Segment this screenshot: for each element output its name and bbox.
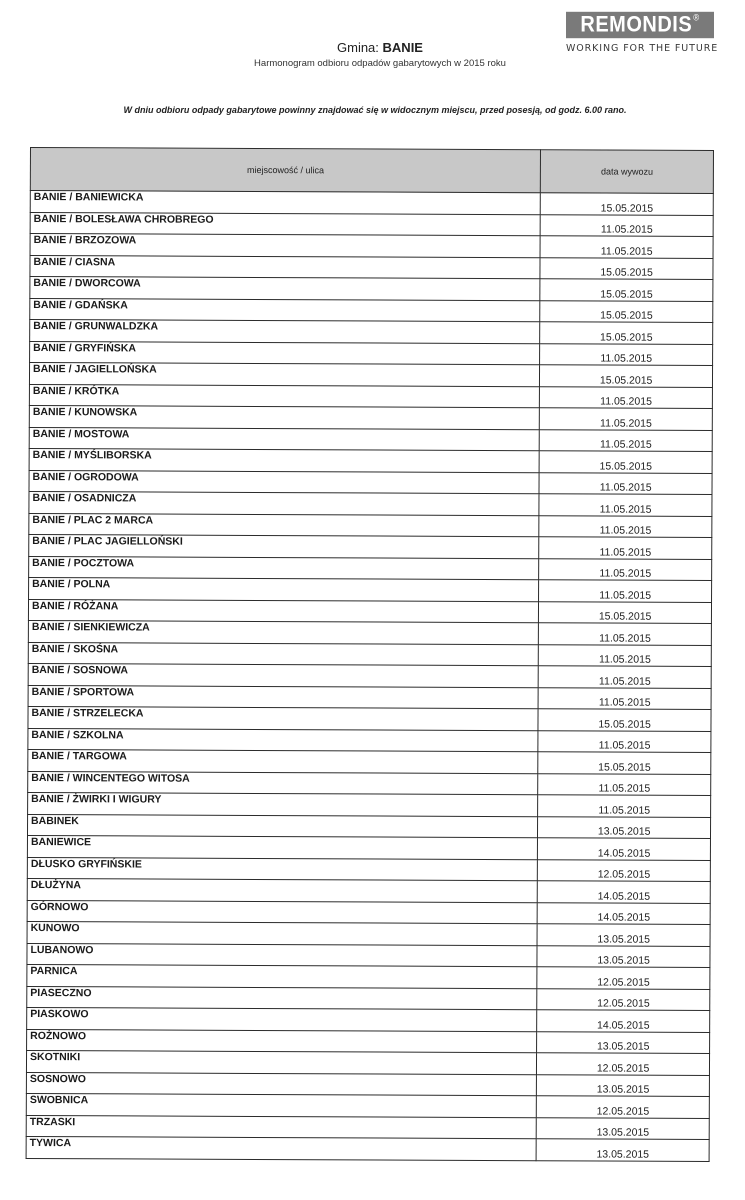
date-cell: 15.05.2015	[538, 752, 711, 774]
table-row	[28, 728, 711, 752]
gmina-label: Gmina:	[337, 40, 379, 55]
table-row	[29, 363, 712, 387]
column-header-location: miejscowość / ulica	[30, 148, 541, 193]
table-row	[30, 341, 713, 365]
table-row	[27, 857, 710, 881]
date-cell: 11.05.2015	[538, 730, 711, 752]
date-cell: 13.05.2015	[537, 1117, 710, 1139]
location-cell: ROŻNOWO	[27, 1029, 537, 1053]
date-cell: 15.05.2015	[540, 322, 713, 344]
date-cell: 15.05.2015	[538, 709, 711, 731]
collection-notice: W dniu odbioru odpady gabarytowe powinny znajdować się w widocznym miejscu, przed posesją, od godz. 6.00 rano.	[123, 105, 627, 115]
table-row	[30, 255, 713, 279]
table-row	[30, 212, 713, 236]
table-row	[29, 427, 712, 451]
location-cell: SWOBNICA	[26, 1093, 536, 1117]
remondis-logo	[566, 12, 719, 54]
table-row	[26, 1093, 709, 1117]
date-cell: 12.05.2015	[537, 1096, 710, 1118]
date-cell: 11.05.2015	[540, 408, 713, 430]
table-row	[27, 878, 710, 902]
location-cell: SOSNOWO	[26, 1072, 536, 1096]
location-cell: BANIE / POCZTOWA	[29, 556, 539, 580]
location-cell: BANIE / DWORCOWA	[30, 277, 540, 301]
date-cell: 13.05.2015	[537, 1031, 710, 1053]
location-cell: BANIE / KRÓTKA	[29, 384, 539, 408]
table-row	[28, 620, 711, 644]
date-cell: 15.05.2015	[541, 193, 714, 215]
location-cell: BANIE / BOLESŁAWA CHROBREGO	[30, 212, 540, 236]
table-row	[28, 749, 711, 773]
table-row	[29, 470, 712, 494]
column-header-date: data wywozu	[541, 150, 714, 194]
date-cell: 14.05.2015	[538, 838, 711, 860]
table-row	[30, 277, 713, 301]
date-cell: 11.05.2015	[540, 214, 713, 236]
date-cell: 15.05.2015	[539, 601, 712, 623]
location-cell: BANIE / CIASNA	[30, 255, 540, 279]
page-subtitle: Harmonogram odbioru odpadów gabarytowych w 2015 roku	[254, 58, 506, 69]
logo-brand: REMONDIS	[580, 12, 693, 38]
location-cell: BANIE / STRZELECKA	[28, 706, 538, 730]
location-cell: DŁUSKO GRYFIŃSKIE	[27, 857, 537, 881]
location-cell: BANIE / SIENKIEWICZA	[28, 620, 538, 644]
date-cell: 11.05.2015	[540, 236, 713, 258]
date-cell: 13.05.2015	[537, 1074, 710, 1096]
location-cell: TYWICA	[26, 1136, 536, 1160]
location-cell: BANIE / SKOŚNA	[28, 642, 538, 666]
table-row	[28, 685, 711, 709]
location-cell: BANIE / GDAŃSKA	[30, 298, 540, 322]
logo-wordmark	[566, 12, 714, 38]
table-row	[29, 513, 712, 537]
logo-tagline: WORKING FOR THE FUTURE	[566, 43, 719, 54]
location-cell: BANIE / PLAC 2 MARCA	[29, 513, 539, 537]
table-row	[30, 320, 713, 344]
location-cell: BANIE / BRZOZOWA	[30, 234, 540, 258]
registered-mark: ®	[693, 12, 700, 23]
location-cell: BANIE / TARGOWA	[28, 749, 538, 773]
schedule-body	[26, 191, 713, 1161]
date-cell: 15.05.2015	[540, 300, 713, 322]
date-cell: 11.05.2015	[539, 580, 712, 602]
location-cell: BANIEWICE	[27, 835, 537, 859]
location-cell: BABINEK	[27, 814, 537, 838]
table-row	[30, 298, 713, 322]
date-cell: 11.05.2015	[538, 666, 711, 688]
gmina-name: BANIE	[382, 40, 423, 55]
location-cell: BANIE / ŻWIRKI I WIGURY	[28, 792, 538, 816]
table-row	[27, 900, 710, 924]
location-cell: BANIE / OSADNICZA	[29, 491, 539, 515]
date-cell: 11.05.2015	[538, 687, 711, 709]
table-row	[28, 792, 711, 816]
location-cell: BANIE / GRUNWALDZKA	[30, 320, 540, 344]
location-cell: BANIE / SPORTOWA	[28, 685, 538, 709]
date-cell: 11.05.2015	[538, 773, 711, 795]
table-row	[30, 191, 713, 215]
table-row	[28, 706, 711, 730]
location-cell: LUBANOWO	[27, 943, 537, 967]
location-cell: BANIE / SOSNOWA	[28, 663, 538, 687]
table-row	[26, 1050, 709, 1074]
table-row	[29, 491, 712, 515]
location-cell: BANIE / RÓŻANA	[28, 599, 538, 623]
location-cell: BANIE / OGRODOWA	[29, 470, 539, 494]
table-row	[26, 1115, 709, 1139]
table-row	[28, 642, 711, 666]
date-cell: 12.05.2015	[537, 988, 710, 1010]
table-row	[27, 943, 710, 967]
location-cell: BANIE / BANIEWICKA	[30, 191, 540, 215]
location-cell: BANIE / JAGIELLOŃSKA	[29, 363, 539, 387]
table-header-row	[30, 148, 713, 194]
page-title	[230, 40, 530, 55]
date-cell: 11.05.2015	[539, 472, 712, 494]
date-cell: 11.05.2015	[539, 644, 712, 666]
date-cell: 12.05.2015	[538, 859, 711, 881]
location-cell: PIASKOWO	[27, 1007, 537, 1031]
location-cell: BANIE / KUNOWSKA	[29, 405, 539, 429]
location-cell: KUNOWO	[27, 921, 537, 945]
location-cell: SKOTNIKI	[26, 1050, 536, 1074]
table-row	[27, 814, 710, 838]
location-cell: BANIE / MOSTOWA	[29, 427, 539, 451]
location-cell: PIASECZNO	[27, 986, 537, 1010]
date-cell: 15.05.2015	[539, 451, 712, 473]
table-row	[28, 663, 711, 687]
location-cell: BANIE / MYŚLIBORSKA	[29, 448, 539, 472]
schedule-table	[26, 147, 714, 1161]
date-cell: 11.05.2015	[538, 795, 711, 817]
table-row	[27, 835, 710, 859]
location-cell: BANIE / GRYFIŃSKA	[30, 341, 540, 365]
table-row	[29, 556, 712, 580]
table-row	[27, 986, 710, 1010]
location-cell: GÓRNOWO	[27, 900, 537, 924]
table-row	[30, 234, 713, 258]
date-cell: 15.05.2015	[540, 365, 713, 387]
location-cell: PARNICA	[27, 964, 537, 988]
date-cell: 13.05.2015	[538, 816, 711, 838]
location-cell: BANIE / SZKOLNA	[28, 728, 538, 752]
table-row	[26, 1136, 709, 1160]
date-cell: 11.05.2015	[540, 343, 713, 365]
date-cell: 12.05.2015	[537, 1053, 710, 1075]
date-cell: 14.05.2015	[537, 1010, 710, 1032]
date-cell: 15.05.2015	[540, 279, 713, 301]
table-row	[28, 771, 711, 795]
date-cell: 15.05.2015	[540, 257, 713, 279]
location-cell: TRZASKI	[26, 1115, 536, 1139]
date-cell: 14.05.2015	[537, 902, 710, 924]
table-row	[27, 921, 710, 945]
location-cell: DŁUŻYNA	[27, 878, 537, 902]
table-row	[29, 448, 712, 472]
location-cell: BANIE / POLNA	[29, 577, 539, 601]
date-cell: 13.05.2015	[536, 1139, 709, 1161]
date-cell: 11.05.2015	[540, 429, 713, 451]
location-cell: BANIE / PLAC JAGIELLOŃSKI	[29, 534, 539, 558]
date-cell: 11.05.2015	[539, 515, 712, 537]
table-row	[29, 534, 712, 558]
date-cell: 11.05.2015	[539, 537, 712, 559]
table-row	[29, 577, 712, 601]
location-cell: BANIE / WINCENTEGO WITOSA	[28, 771, 538, 795]
date-cell: 14.05.2015	[538, 881, 711, 903]
table-row	[29, 405, 712, 429]
table-row	[26, 1072, 709, 1096]
date-cell: 11.05.2015	[540, 386, 713, 408]
date-cell: 12.05.2015	[537, 967, 710, 989]
table-row	[29, 384, 712, 408]
table-row	[27, 964, 710, 988]
date-cell: 13.05.2015	[537, 945, 710, 967]
table-row	[27, 1007, 710, 1031]
date-cell: 13.05.2015	[537, 924, 710, 946]
date-cell: 11.05.2015	[539, 558, 712, 580]
date-cell: 11.05.2015	[539, 623, 712, 645]
table-row	[28, 599, 711, 623]
date-cell: 11.05.2015	[539, 494, 712, 516]
table-row	[27, 1029, 710, 1053]
